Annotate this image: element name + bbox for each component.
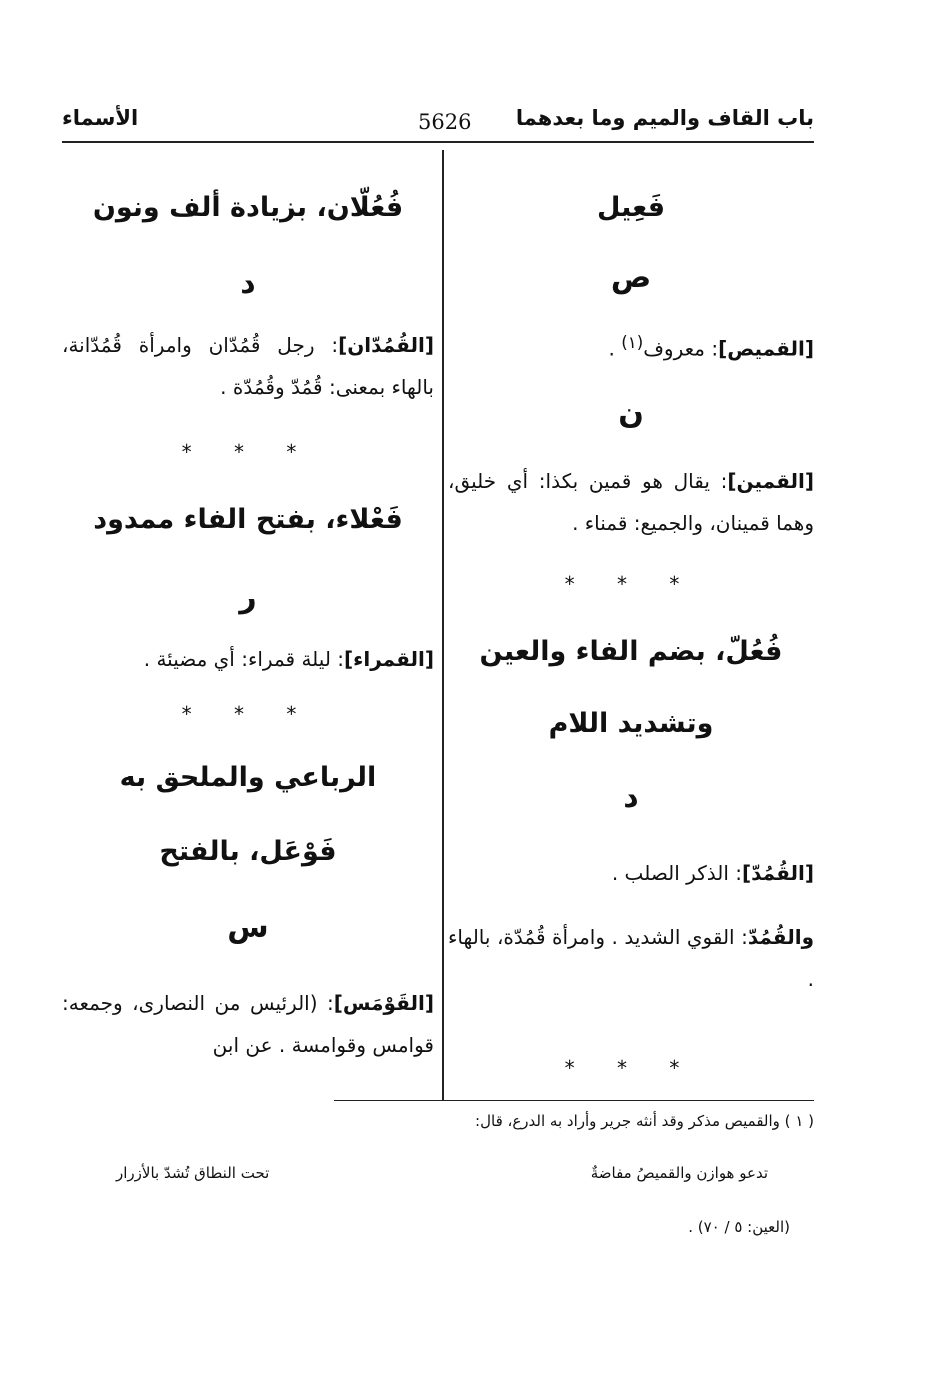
footnote-rule	[334, 1100, 814, 1101]
entry-text: : معروف	[643, 336, 719, 361]
entry-end: .	[608, 336, 622, 361]
entry-term: [القُمُدّان]	[338, 333, 434, 357]
entry-qumudd-2	[448, 916, 814, 1000]
left-letter-dal: د	[240, 266, 256, 301]
entry-term: [القمراء]	[344, 647, 434, 671]
running-head-section: الأسماء	[62, 106, 139, 130]
left-heading-rubaai: الرباعي والملحق به	[119, 762, 377, 793]
left-letter-seen: س	[227, 910, 269, 945]
right-letter-dal: د	[623, 780, 639, 815]
footnote-marker: (١)	[621, 333, 644, 352]
verse-second-hemistich: تحت النطاق تُشدّ بالأزرار	[116, 1164, 270, 1182]
entry-qameen	[448, 460, 814, 544]
left-letter-ra: ر	[239, 580, 257, 615]
entry-text: : القوي الشديد . وامرأة قُمُدّة، بالهاء .	[448, 925, 814, 991]
footnote-verse	[100, 1164, 814, 1188]
entry-qawmas	[62, 982, 434, 1066]
right-letter-sad: ص	[610, 260, 652, 295]
footnote-source: (العين: ٥ / ٧٠) .	[688, 1218, 790, 1236]
right-heading-fuull: فُعُلّ، بضم الفاء والعين	[479, 636, 783, 667]
section-separator: * * *	[181, 440, 315, 464]
entry-qumuddan	[62, 324, 434, 408]
entry-text: : رجل قُمُدّان وامرأة قُمُدّانة، بالهاء بمعنى: قُمُدّ وقُمُدّة .	[62, 333, 434, 399]
section-separator: * * *	[181, 702, 315, 726]
entry-text: : (الرئيس من النصارى، وجمعه: قوامس وقوامسة . عن ابن	[62, 991, 434, 1057]
footnote-line: ( ١ ) والقميص مذكر وقد أنثه جرير وأراد به الدرع، قال:	[475, 1112, 814, 1130]
entry-term: [القَوْمَس]	[333, 991, 434, 1015]
entry-term: [القمين]	[727, 469, 814, 493]
right-heading-tashdeed: وتشديد اللام	[548, 708, 714, 739]
left-heading-fawal: فَوْعَل، بالفتح	[159, 836, 337, 867]
entry-term: [القميص]	[718, 336, 814, 361]
column-divider	[442, 150, 444, 1100]
section-separator: * * *	[564, 572, 698, 596]
header-rule	[62, 141, 814, 143]
entry-text: : يقال هو قمين بكذا: أي خليق، وهما قمينان، والجميع: قمناء .	[448, 469, 814, 535]
entry-text: : ليلة قمراء: أي مضيئة .	[143, 647, 345, 671]
entry-term: [القُمُدّ]	[741, 861, 814, 885]
entry-qamraa	[62, 638, 434, 680]
verse-first-hemistich: تدعو هوازن والقميصُ مفاضةٌ	[590, 1164, 768, 1182]
left-heading-falaa: فَعْلاء، بفتح الفاء ممدود	[93, 504, 403, 535]
section-separator: * * *	[564, 1056, 698, 1080]
entry-term: والقُمُدّ	[747, 925, 814, 949]
right-letter-noon: ن	[618, 396, 644, 431]
entry-qamees	[448, 322, 814, 370]
entry-text: : الذكر الصلب .	[611, 861, 742, 885]
entry-qumudd	[448, 852, 814, 894]
page-number: 5626	[418, 110, 472, 134]
right-heading-faeel: فَعِيل	[596, 192, 666, 223]
left-heading-fuullan: فُعُلّان، بزيادة ألف ونون	[92, 192, 404, 223]
page-header	[62, 106, 814, 142]
running-head-chapter: باب القاف والميم وما بعدهما	[515, 106, 814, 130]
